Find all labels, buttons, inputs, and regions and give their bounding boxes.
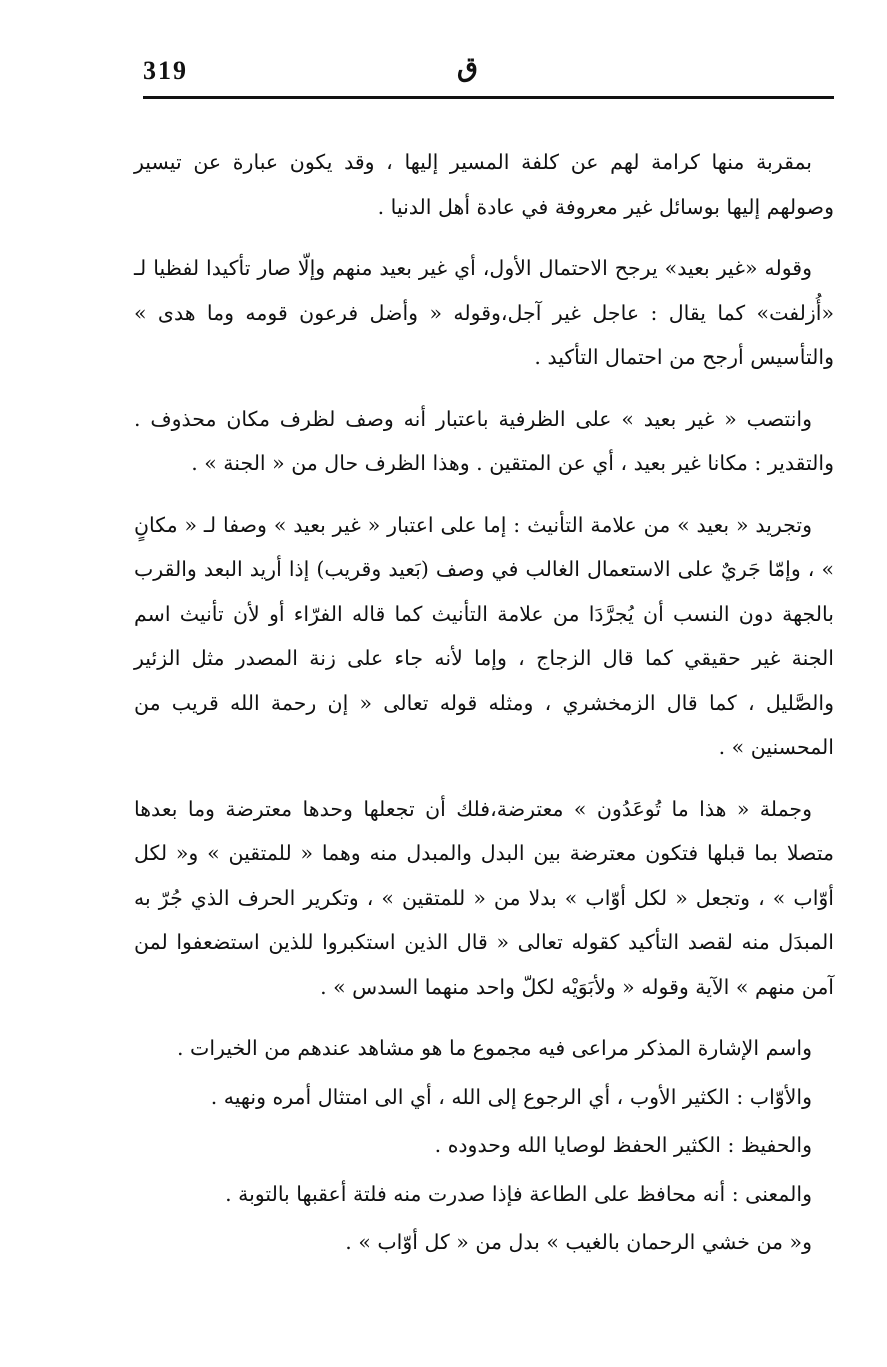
header-rule [143, 96, 834, 99]
paragraph: واسم الإشارة المذكر مراعى فيه مجموع ما هو مشاهد عندهم من الخيرات . [177, 1036, 812, 1060]
paragraph: وجملة « هذا ما تُوعَدُون » معترضة،فلك أن تجعلها وحدها معترضة وما بعدها متصلا بما قبلها فتكون معترضة بين البدل والمبدل منه وهما « للمتقين » و« لكل أوّاب » ، وتجعل « لكل أوّاب » بدلا من « للمتقين » ، وتكرير الحرف الذي جُرّ به المبدَل منه لقصد التأكيد كقوله تعالى « قال الذين استكبروا للذين استضعفوا لمن آمن منهم » الآية وقوله « ولأبَوَيْه لكلّ واحد منهما السدس » . [134, 796, 834, 999]
page-number: 319 [143, 56, 188, 85]
paragraph: بمقربة منها كرامة لهم عن كلفة المسير إليها ، وقد يكون عبارة عن تيسير وصولهم إليها بوسائل غير معروفة في عادة أهل الدنيا . [134, 150, 834, 219]
running-head: ق [457, 52, 478, 83]
paragraph: والحفيظ : الكثير الحفظ لوصايا الله وحدوده . [434, 1133, 812, 1157]
paragraph: وانتصب « غير بعيد » على الظرفية باعتبار أنه وصف لظرف مكان محذوف . والتقدير : مكانا غير بعيد ، أي عن المتقين . وهذا الظرف حال من « الجنة » . [134, 406, 834, 475]
page-header [143, 52, 831, 98]
body-text [134, 140, 834, 1269]
paragraph: والأوّاب : الكثير الأوب ، أي الرجوع إلى الله ، أي الى امتثال أمره ونهيه . [210, 1084, 812, 1109]
paragraph: و« من خشي الرحمان بالغيب » بدل من « كل أوّاب » . [345, 1230, 812, 1254]
paragraph: وقوله «غير بعيد» يرجح الاحتمال الأول، أي غير بعيد منهم وإلّا صار تأكيدا لفظيا لـ «أُزلفت» كما يقال : عاجل غير آجل،وقوله « وأضل فرعون قومه وما هدى » والتأسيس أرجح من احتمال التأكيد . [134, 256, 834, 369]
paragraph: وتجريد « بعيد » من علامة التأنيث : إما على اعتبار « غير بعيد » وصفا لـ « مكانٍ » ، وإمّا جَريٌ على الاستعمال الغالب في وصف (بَعيد وقريب) إذا أريد البعد والقرب بالجهة دون النسب أن يُجرَّدَا من علامة التأنيث كما قاله الفرّاء أو لأن تأنيث اسم الجنة غير حقيقي كما قال الزجاج ، وإما لأنه جاء على زنة المصدر مثل الزئير والصَّليل ، كما قال الزمخشري ، ومثله قوله تعالى « إن رحمة الله قريب من المحسنين » . [134, 512, 834, 759]
paragraph: والمعنى : أنه محافظ على الطاعة فإذا صدرت منه فلتة أعقبها بالتوبة . [225, 1181, 812, 1206]
